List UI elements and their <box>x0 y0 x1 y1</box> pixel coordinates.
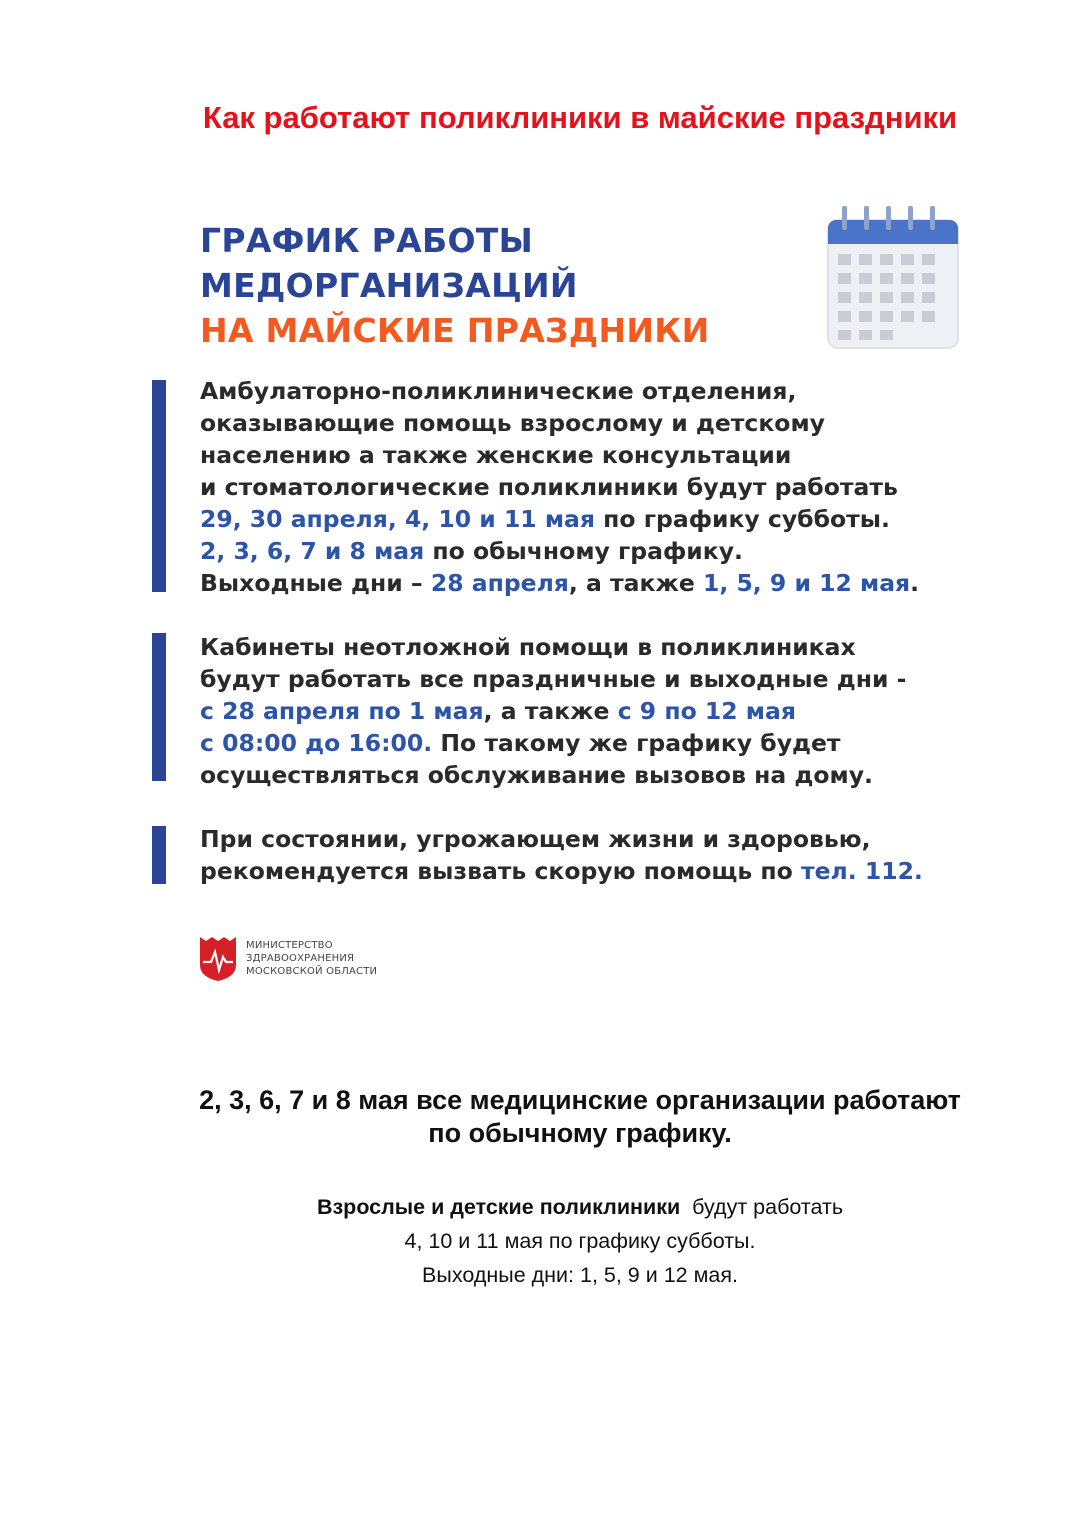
details-line: 4, 10 и 11 мая по графику субботы. <box>404 1229 756 1253</box>
highlighted-dates: 2, 3, 6, 7 и 8 мая <box>200 537 425 565</box>
highlighted-dates: 28 апреля <box>430 569 569 597</box>
highlighted-dates: с 9 по 12 мая <box>617 697 796 725</box>
text-fragment: По такому же графику будет <box>432 729 841 757</box>
emergency-phone: тел. 112. <box>800 857 923 885</box>
text-fragment: по обычному графику. <box>424 537 743 565</box>
summary-note <box>140 1084 1020 1150</box>
logo-text-line: МОСКОВСКОЙ ОБЛАСТИ <box>246 966 378 977</box>
schedule-poster <box>140 190 970 1010</box>
text-fragment: . <box>910 569 920 597</box>
text-line <box>200 855 923 887</box>
details-line: Выходные дни: 1, 5, 9 и 12 мая. <box>422 1263 738 1287</box>
text-line: будут работать все праздничные и выходные дни - <box>200 665 907 693</box>
text-line <box>200 727 906 759</box>
section-marker-bar <box>152 380 166 592</box>
highlighted-dates: с 28 апреля по 1 мая <box>200 697 484 725</box>
highlighted-hours: с 08:00 до 16:00. <box>200 729 433 757</box>
text-line <box>200 535 919 567</box>
details-text: будут работать <box>680 1195 844 1219</box>
highlighted-dates: 29, 30 апреля, 4, 10 и 11 мая <box>200 505 595 533</box>
poster-heading-line-3: НА МАЙСКИЕ ПРАЗДНИКИ <box>200 311 710 350</box>
page-title: Как работают поликлиники в майские праздники <box>202 100 958 135</box>
text-fragment: по графику субботы. <box>595 505 890 533</box>
outpatient-schedule-text <box>200 375 919 599</box>
emergency-note-text <box>200 823 923 887</box>
text-fragment: , а также <box>483 697 618 725</box>
section-marker-bar <box>152 633 166 781</box>
ministry-name <box>246 939 377 978</box>
highlighted-dates: 1, 5, 9 и 12 мая <box>703 569 911 597</box>
urgent-care-schedule-text <box>200 631 906 791</box>
text-line: Кабинеты неотложной помощи в поликлиниках <box>200 633 856 661</box>
text-fragment: , а также <box>568 569 703 597</box>
text-fragment: рекомендуется вызвать скорую помощь по <box>200 857 801 885</box>
text-fragment: Выходные дни – <box>200 569 431 597</box>
ministry-logo <box>198 935 408 987</box>
text-line: населению а также женские консультации <box>200 441 792 469</box>
text-line: и стоматологические поликлиники будут работать <box>200 473 898 501</box>
logo-text-line: ЗДРАВООХРАНЕНИЯ <box>246 953 355 964</box>
logo-text-line: МИНИСТЕРСТВО <box>246 940 333 951</box>
text-line <box>200 503 919 535</box>
poster-heading-line-1: ГРАФИК РАБОТЫ <box>200 221 534 260</box>
text-line: оказывающие помощь взрослому и детскому <box>200 409 825 437</box>
calendar-icon <box>826 204 960 350</box>
details-line <box>140 1190 1020 1224</box>
summary-line: по обычному графику. <box>428 1118 732 1148</box>
section-marker-bar <box>152 826 166 884</box>
poster-heading-line-2: МЕДОРГАНИЗАЦИЙ <box>200 266 578 305</box>
summary-line: 2, 3, 6, 7 и 8 мая все медицинские организации работают <box>199 1085 961 1115</box>
text-line: Амбулаторно-поликлинические отделения, <box>200 377 797 405</box>
text-line <box>200 567 919 599</box>
ministry-emblem-icon <box>198 935 238 983</box>
text-line: осуществляться обслуживание вызовов на дому. <box>200 761 873 789</box>
poster-heading <box>200 218 710 353</box>
details-bold-text: Взрослые и детские поликлиники <box>316 1195 681 1219</box>
text-line: При состоянии, угрожающем жизни и здоровью, <box>200 825 871 853</box>
text-line <box>200 695 906 727</box>
details-note <box>140 1190 1020 1292</box>
